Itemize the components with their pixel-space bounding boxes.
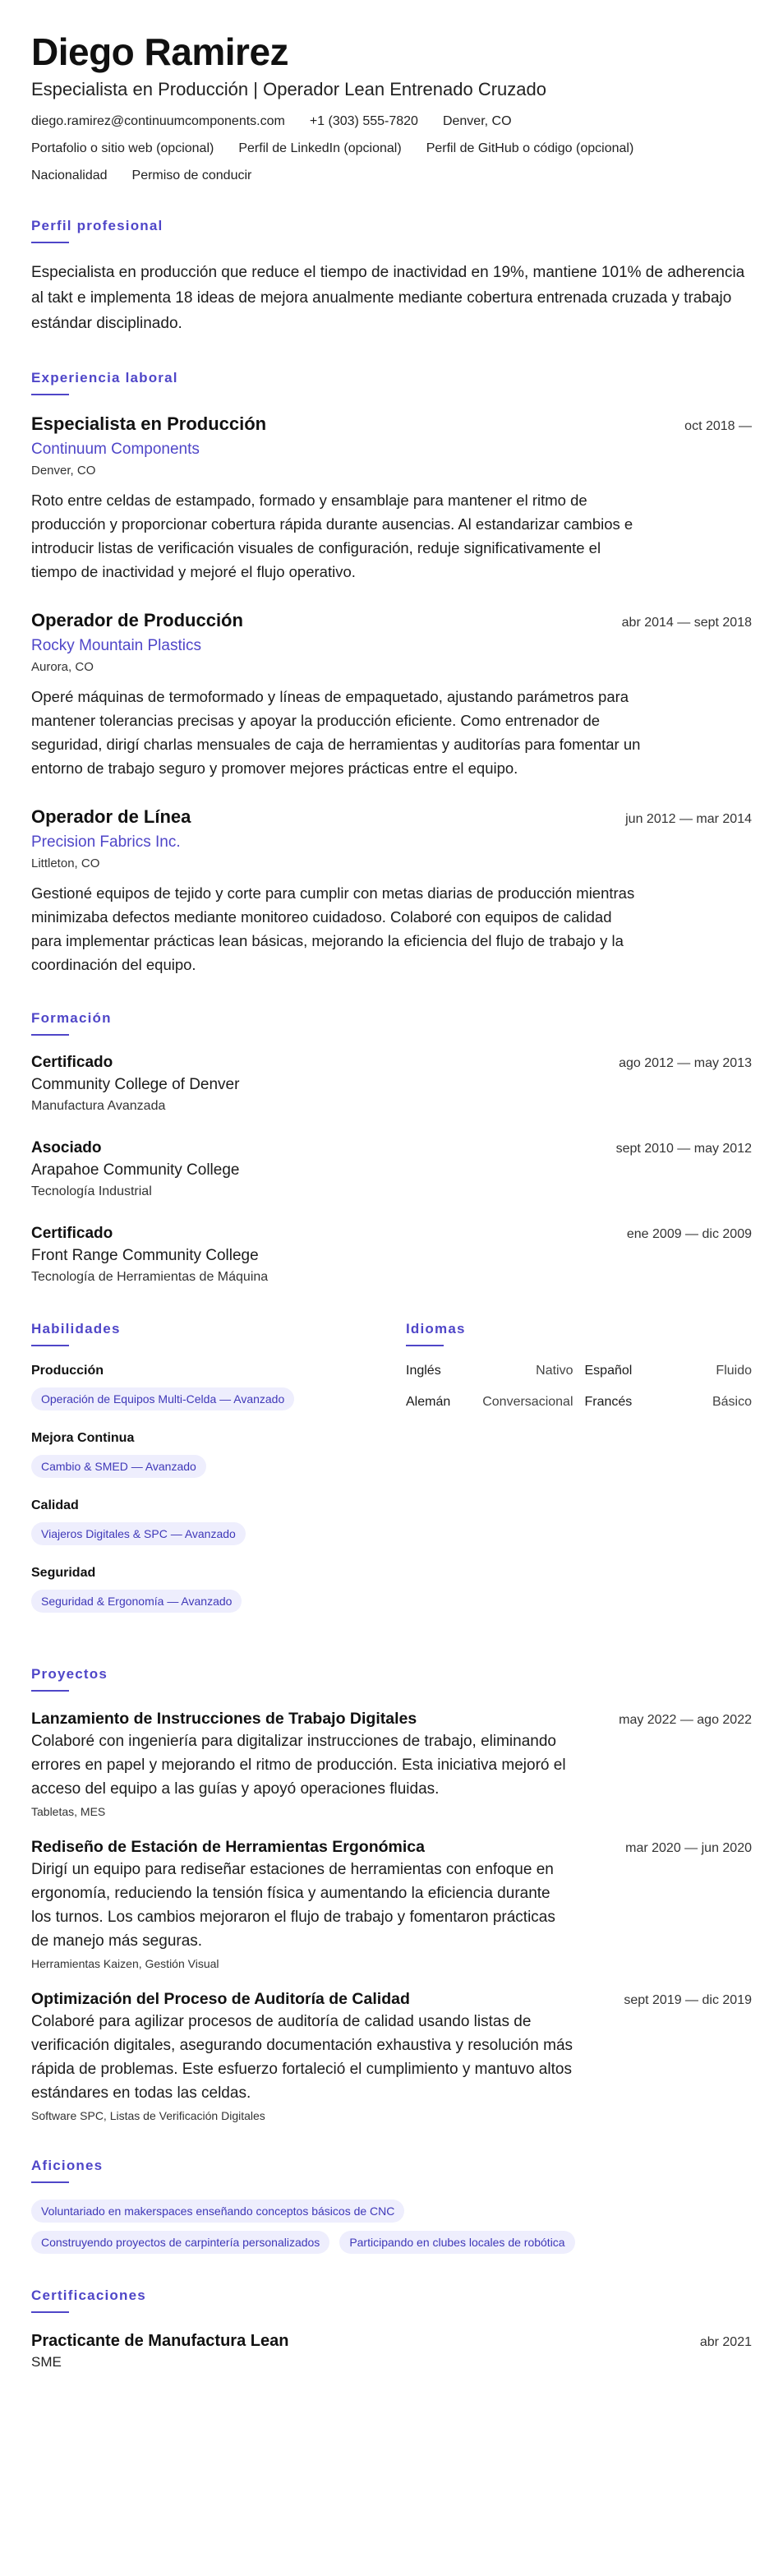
project-entry — [31, 1708, 752, 1820]
resume-header — [31, 30, 752, 184]
study-field: Tecnología Industrial — [31, 1184, 152, 1198]
hobby-pill: Participando en clubes locales de robótica — [339, 2231, 574, 2254]
degree-name: Certificado — [31, 1225, 113, 1242]
github-link[interactable]: Perfil de GitHub o código (opcional) — [426, 141, 634, 155]
skill-category: Mejora Continua — [31, 1431, 135, 1445]
job-location: Aurora, CO — [31, 660, 94, 674]
job-date: jun 2012 — mar 2014 — [625, 812, 752, 826]
job-entry — [31, 412, 752, 584]
project-tech: Software SPC, Listas de Verificación Digitales — [31, 2109, 265, 2122]
contact-row-personal — [31, 168, 752, 184]
skill-pill: Seguridad & Ergonomía — Avanzado — [31, 1590, 242, 1613]
job-date: abr 2014 — sept 2018 — [621, 616, 752, 630]
project-title: Optimización del Proceso de Auditoría de Calidad — [31, 1990, 410, 2008]
study-field: Manufactura Avanzada — [31, 1099, 166, 1113]
skill-group — [31, 1498, 406, 1545]
language-item — [406, 1363, 573, 1379]
portfolio-link[interactable]: Portafolio o sitio web (opcional) — [31, 141, 214, 155]
job-description: Roto entre celdas de estampado, formado y ensamblaje para mantener el ritmo de producción y proporcionar cobertura rápida durante ausencias. Al estandarizar cambios e introducir listas de verificación visuales de configuración, reduje significativamente el tiempo de inactividad y mejoré el flujo operativo. — [31, 492, 633, 580]
skill-category: Calidad — [31, 1498, 79, 1512]
candidate-headline: Especialista en Producción | Operador Lean Entrenado Cruzado — [31, 79, 546, 99]
job-location: Denver, CO — [31, 464, 96, 478]
contact-row-links — [31, 141, 752, 157]
project-tech: Tabletas, MES — [31, 1805, 106, 1818]
section-title: Idiomas — [406, 1321, 466, 1336]
project-entry — [31, 1988, 752, 2124]
job-location: Littleton, CO — [31, 856, 100, 870]
project-date: may 2022 — ago 2022 — [619, 1713, 752, 1727]
location-text: Denver, CO — [442, 114, 512, 128]
job-entry — [31, 608, 752, 780]
education-date: ene 2009 — dic 2009 — [626, 1227, 752, 1241]
project-entry — [31, 1836, 752, 1972]
project-title: Rediseño de Estación de Herramientas Ergonómica — [31, 1838, 425, 1856]
section-divider — [31, 242, 69, 243]
education-entry — [31, 1223, 752, 1287]
school-name: Community College of Denver — [31, 1076, 240, 1093]
language-item — [585, 1394, 753, 1410]
section-title: Aficiones — [31, 2158, 104, 2173]
candidate-name: Diego Ramirez — [31, 30, 289, 73]
skill-pill: Viajeros Digitales & SPC — Avanzado — [31, 1522, 246, 1545]
job-title: Operador de Línea — [31, 806, 191, 827]
certification-date: abr 2021 — [699, 2335, 752, 2349]
project-date: mar 2020 — jun 2020 — [625, 1841, 752, 1855]
project-description: Colaboré para agilizar procesos de auditoría de calidad usando listas de verificación digitales, asegurando documentación exhaustiva y resolución más rápida de problemas. Este esfuerzo fortaleció el cumplimiento y mantuvo altos estándares en todas las celdas. — [31, 2013, 573, 2102]
section-divider — [31, 2181, 69, 2183]
project-date: sept 2019 — dic 2019 — [624, 1993, 752, 2007]
linkedin-link[interactable]: Perfil de LinkedIn (opcional) — [238, 141, 402, 155]
language-name: Español — [584, 1364, 633, 1378]
phone-number: +1 (303) 555-7820 — [309, 114, 418, 128]
language-name: Francés — [584, 1395, 633, 1409]
experience-section — [31, 369, 752, 976]
language-name: Inglés — [406, 1364, 441, 1378]
degree-name: Certificado — [31, 1054, 113, 1071]
section-title: Habilidades — [31, 1321, 121, 1336]
company-name: Precision Fabrics Inc. — [31, 833, 181, 851]
school-name: Arapahoe Community College — [31, 1161, 240, 1179]
section-divider — [31, 1345, 69, 1346]
job-date: oct 2018 — — [684, 419, 752, 433]
language-name: Alemán — [406, 1395, 451, 1409]
skill-category: Seguridad — [31, 1566, 96, 1580]
language-level: Fluido — [716, 1364, 752, 1378]
job-entry — [31, 805, 752, 976]
company-name: Continuum Components — [31, 441, 200, 458]
job-description: Operé máquinas de termoformado y líneas de empaquetado, ajustando parámetros para mantener tolerancias precisas y apoyar la producción eficiente. Como entrenador de seguridad, dirigí charlas mensuales de caja de herramientas y auditorías para fomentar un entorno de trabajo seguro y promover mejores prácticas entre el equipo. — [31, 688, 641, 777]
skill-pill: Cambio & SMED — Avanzado — [31, 1455, 206, 1478]
section-divider — [31, 2311, 69, 2313]
section-title: Proyectos — [31, 1666, 108, 1682]
study-field: Tecnología de Herramientas de Máquina — [31, 1270, 269, 1284]
skill-group — [31, 1430, 406, 1478]
language-list — [406, 1363, 752, 1410]
summary-section — [31, 217, 752, 336]
section-divider — [31, 1690, 69, 1692]
nationality-text: Nacionalidad — [31, 169, 108, 182]
education-entry — [31, 1138, 752, 1202]
hobby-pill: Construyendo proyectos de carpintería personalizados — [31, 2231, 329, 2254]
hobby-pill: Voluntariado en makerspaces enseñando conceptos básicos de CNC — [31, 2200, 404, 2223]
education-date: ago 2012 — may 2013 — [619, 1056, 752, 1070]
section-title: Perfil profesional — [31, 218, 164, 233]
languages-section — [406, 1320, 752, 1632]
certifications-section — [31, 2287, 752, 2372]
skill-group — [31, 1565, 406, 1613]
education-entry — [31, 1052, 752, 1116]
section-title: Formación — [31, 1010, 112, 1026]
section-title: Certificaciones — [31, 2287, 146, 2303]
license-text: Permiso de conducir — [131, 169, 252, 182]
job-description: Gestioné equipos de tejido y corte para cumplir con metas diarias de producción mientras minimizaba defectos mediante monitoreo cuidadoso. Colaboré con equipos de calidad para implementar prácticas lean básicas, mejorando la eficiencia del flujo de trabajo y la coordinación del equipo. — [31, 884, 635, 973]
project-title: Lanzamiento de Instrucciones de Trabajo Digitales — [31, 1710, 417, 1728]
section-title: Experiencia laboral — [31, 370, 178, 385]
hobby-list — [31, 2200, 672, 2254]
project-description: Dirigí un equipo para rediseñar estaciones de herramientas con enfoque en ergonomía, reduciendo la tensión física y aumentando la eficiencia durante los turnos. Los cambios mejoraron el flujo de trabajo y fomentaron prácticas de manejo más seguras. — [31, 1861, 555, 1950]
company-name: Rocky Mountain Plastics — [31, 637, 201, 654]
section-divider — [406, 1345, 444, 1346]
certification-name: Practicante de Manufactura Lean — [31, 2332, 289, 2350]
education-section — [31, 1009, 752, 1287]
section-divider — [31, 394, 69, 395]
section-divider — [31, 1034, 69, 1036]
education-date: sept 2010 — may 2012 — [615, 1142, 752, 1156]
language-level: Básico — [712, 1395, 752, 1409]
skills-section — [31, 1320, 406, 1632]
language-item — [406, 1394, 573, 1410]
certification-entry — [31, 2329, 752, 2372]
job-title: Operador de Producción — [31, 610, 243, 630]
summary-text: Especialista en producción que reduce el tiempo de inactividad en 19%, mantiene 101% de adherencia al takt e implementa 18 ideas de mejora anualmente mediante cobertura entrenada cruzada y trabajo estándar disciplinado. — [31, 264, 745, 332]
school-name: Front Range Community College — [31, 1247, 259, 1264]
projects-section — [31, 1665, 752, 2124]
hobbies-section — [31, 2157, 752, 2254]
contact-row-primary — [31, 113, 752, 130]
certification-issuer: SME — [31, 2354, 62, 2370]
project-description: Colaboré con ingeniería para digitalizar instrucciones de trabajo, eliminando errores en papel y mejorando el ritmo de producción. Esta iniciativa mejoró el acceso del equipo a las guías y apoyó operaciones fluidas. — [31, 1733, 566, 1798]
language-level: Conversacional — [482, 1395, 573, 1409]
job-title: Especialista en Producción — [31, 413, 267, 434]
project-tech: Herramientas Kaizen, Gestión Visual — [31, 1957, 219, 1970]
skill-group — [31, 1363, 406, 1410]
skill-category: Producción — [31, 1364, 104, 1378]
language-item — [585, 1363, 753, 1379]
language-level: Nativo — [536, 1364, 573, 1378]
skill-pill: Operación de Equipos Multi-Celda — Avanzado — [31, 1387, 294, 1410]
degree-name: Asociado — [31, 1139, 102, 1156]
skills-languages-row — [31, 1320, 752, 1632]
email-link[interactable]: diego.ramirez@continuumcomponents.com — [31, 114, 285, 128]
